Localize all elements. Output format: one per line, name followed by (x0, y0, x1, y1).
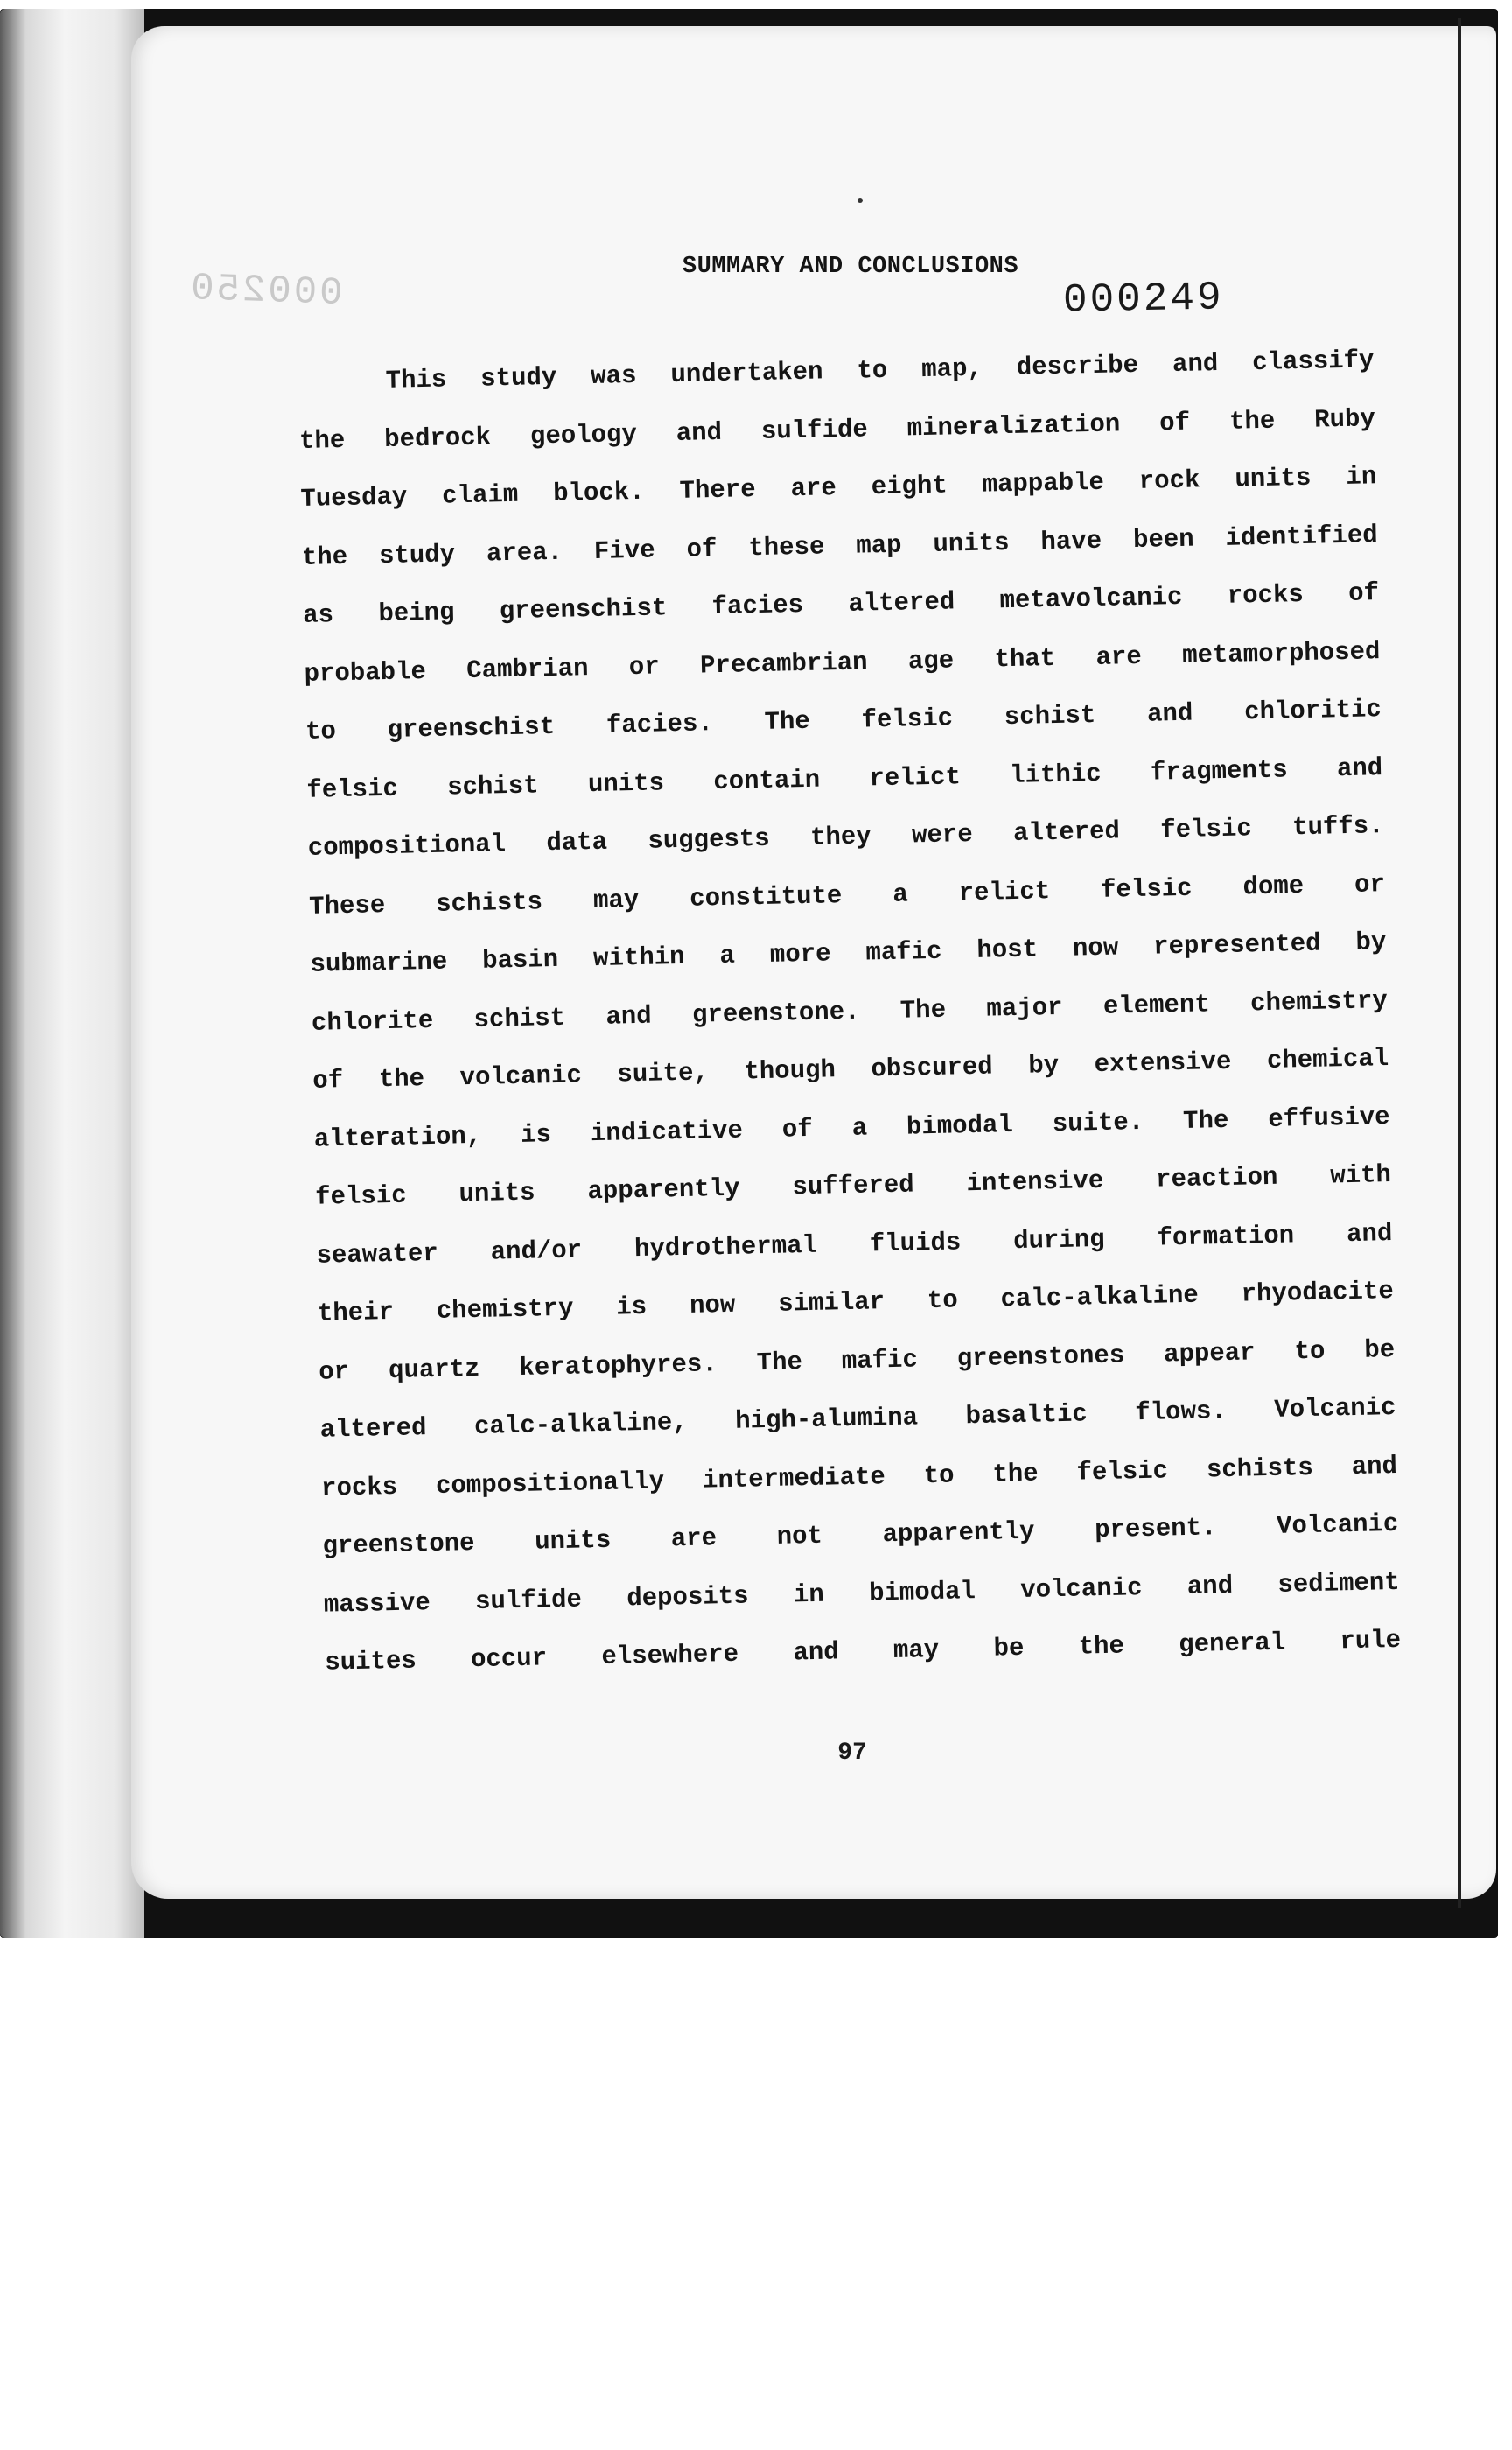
page-title (0, 254, 1512, 280)
body-text (298, 332, 1402, 1692)
bleed-through-stamp: 000250 (187, 266, 344, 317)
text-line: or quartz keratophyres. The mafic greenstones appear to be (318, 1334, 1396, 1387)
text-line: suites occur elsewhere and may be the general rule (324, 1625, 1402, 1677)
text-line: altered calc-alkaline, high-alumina basaltic flows. Volcanic (319, 1392, 1396, 1445)
text-line: the bedrock geology and sulfide mineralization of the Ruby (298, 403, 1376, 456)
page-number (0, 1740, 1512, 1767)
text-line: These schists may constitute a relict felsic dome or (308, 869, 1386, 921)
text-line: felsic units apparently suffered intensive reaction with (314, 1160, 1392, 1212)
text-line: greenstone units are not apparently present. Volcanic (322, 1508, 1399, 1561)
text-line: the study area. Five of these map units have been identified (301, 520, 1378, 572)
page-spine-shadow (0, 9, 144, 1938)
text-line: chlorite schist and greenstone. The major element chemistry (311, 985, 1389, 1038)
text-line: felsic schist units contain relict lithic fragments and (306, 752, 1383, 805)
text-line: their chemistry is now similar to calc-alkaline rhyodacite (317, 1277, 1395, 1328)
text-line: This study was undertaken to map, describe and classify (385, 346, 1375, 396)
text-line: seawater and/or hydrothermal fluids during formation and (316, 1218, 1393, 1270)
page-number-text: 97 (837, 1740, 867, 1767)
document-stamp-number: 000249 (1062, 275, 1225, 324)
text-line: of the volcanic suite, though obscured by extensive chemical (312, 1044, 1390, 1096)
ink-mark (858, 198, 863, 203)
text-line: submarine basin within a more mafic host now represented by (310, 928, 1387, 979)
page-title-text: SUMMARY AND CONCLUSIONS (682, 254, 1019, 280)
text-line: as being greenschist facies altered metavolcanic rocks of (302, 578, 1380, 630)
text-line: compositional data suggests they were altered felsic tuffs. (307, 811, 1384, 863)
text-line: to greenschist facies. The felsic schist and chloritic (304, 695, 1382, 746)
text-line: massive sulfide deposits in bimodal volcanic and sediment (323, 1567, 1401, 1620)
text-line: Tuesday claim block. There are eight mappable rock units in (300, 462, 1377, 514)
page-right-edge (1458, 18, 1461, 1908)
text-line: alteration, is indicative of a bimodal suite. The effusive (313, 1102, 1390, 1154)
text-line: probable Cambrian or Precambrian age that are metamorphosed (304, 636, 1381, 689)
text-line: rocks compositionally intermediate to the felsic schists and (320, 1451, 1398, 1503)
